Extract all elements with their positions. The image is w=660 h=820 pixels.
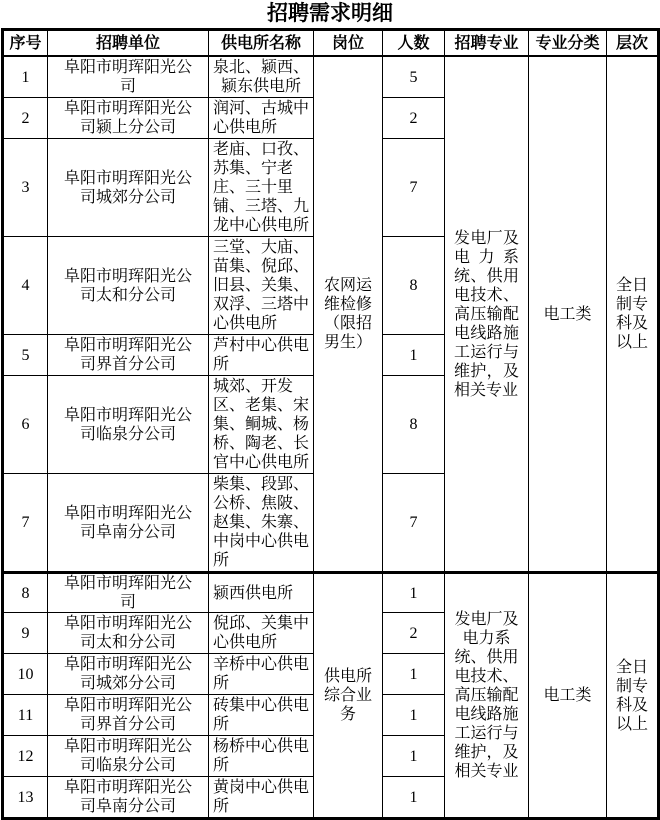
table-row: [3, 573, 659, 613]
row-number-cell: 8: [3, 573, 48, 613]
row-number-cell: 2: [3, 98, 48, 139]
headcount-cell: 7: [383, 474, 445, 573]
row-number-cell: 11: [3, 695, 48, 736]
table-row: [3, 56, 659, 98]
recruitment-major-cell: 发电厂及电力系统、供用电技术、高压输配电线路施工运行与维护，及相关专业: [445, 56, 529, 573]
headcount-cell: 1: [383, 736, 445, 777]
station-names-cell: 芦村中心供电所: [209, 335, 314, 376]
recruiting-unit-cell: 阜阳市明珲阳光公司颍上分公司: [48, 98, 209, 139]
column-header-2: 供电所名称: [209, 30, 314, 57]
recruiting-unit-cell: 阜阳市明珲阳光公司界首分公司: [48, 335, 209, 376]
recruiting-unit-cell: 阜阳市明珲阳光公司阜南分公司: [48, 474, 209, 573]
recruiting-unit-cell: 阜阳市明珲阳光公司太和分公司: [48, 237, 209, 335]
row-number-cell: 1: [3, 56, 48, 98]
position-cell: 供电所综合业务: [314, 573, 383, 819]
column-header-7: 层次: [607, 30, 659, 57]
headcount-cell: 1: [383, 777, 445, 819]
headcount-cell: 2: [383, 98, 445, 139]
major-category-cell: 电工类: [529, 56, 607, 573]
column-header-5: 招聘专业: [445, 30, 529, 57]
recruitment-major-cell: 发电厂及电力系统、供用电技术、高压输配电线路施工运行与维护，及相关专业: [445, 573, 529, 819]
recruitment-table: [1, 28, 660, 820]
headcount-cell: 5: [383, 56, 445, 98]
headcount-cell: 2: [383, 613, 445, 654]
headcount-cell: 1: [383, 695, 445, 736]
station-names-cell: 润河、古城中心供电所: [209, 98, 314, 139]
column-header-1: 招聘单位: [48, 30, 209, 57]
station-names-cell: 杨桥中心供电所: [209, 736, 314, 777]
recruiting-unit-cell: 阜阳市明珲阳光公司临泉分公司: [48, 736, 209, 777]
recruiting-unit-cell: 阜阳市明珲阳光公司阜南分公司: [48, 777, 209, 819]
column-header-3: 岗位: [314, 30, 383, 57]
recruiting-unit-cell: 阜阳市明珲阳光公司界首分公司: [48, 695, 209, 736]
table-body: [3, 56, 659, 819]
row-number-cell: 6: [3, 376, 48, 474]
station-names-cell: 柴集、段郢、公桥、焦陂、赵集、朱寨、中岗中心供电所: [209, 474, 314, 573]
column-header-4: 人数: [383, 30, 445, 57]
station-names-cell: 砖集中心供电所: [209, 695, 314, 736]
station-names-cell: 老庙、口孜、苏集、宁老庄、三十里铺、三塔、九龙中心供电所: [209, 139, 314, 237]
column-header-6: 专业分类: [529, 30, 607, 57]
row-number-cell: 9: [3, 613, 48, 654]
row-number-cell: 13: [3, 777, 48, 819]
major-category-cell: 电工类: [529, 573, 607, 819]
headcount-cell: 1: [383, 654, 445, 695]
recruiting-unit-cell: 阜阳市明珲阳光公司城郊分公司: [48, 139, 209, 237]
headcount-cell: 1: [383, 335, 445, 376]
headcount-cell: 7: [383, 139, 445, 237]
row-number-cell: 3: [3, 139, 48, 237]
row-number-cell: 10: [3, 654, 48, 695]
headcount-cell: 8: [383, 376, 445, 474]
education-level-cell: 全日制专科及以上: [607, 573, 659, 819]
row-number-cell: 7: [3, 474, 48, 573]
table-header-row: [3, 30, 659, 57]
row-number-cell: 4: [3, 237, 48, 335]
headcount-cell: 8: [383, 237, 445, 335]
recruiting-unit-cell: 阜阳市明珲阳光公司太和分公司: [48, 613, 209, 654]
headcount-cell: 1: [383, 573, 445, 613]
station-names-cell: 城郊、开发区、老集、宋集、鲖城、杨桥、陶老、长官中心供电所: [209, 376, 314, 474]
column-header-0: 序号: [3, 30, 48, 57]
recruiting-unit-cell: 阜阳市明珲阳光公司: [48, 573, 209, 613]
station-names-cell: 泉北、颍西、颍东供电所: [209, 56, 314, 98]
recruiting-unit-cell: 阜阳市明珲阳光公司临泉分公司: [48, 376, 209, 474]
station-names-cell: 辛桥中心供电所: [209, 654, 314, 695]
station-names-cell: 黄岗中心供电所: [209, 777, 314, 819]
recruiting-unit-cell: 阜阳市明珲阳光公司: [48, 56, 209, 98]
station-names-cell: 三堂、大庙、苗集、倪邱、旧县、关集、双浮、三塔中心供电所: [209, 237, 314, 335]
station-names-cell: 倪邱、关集中心供电所: [209, 613, 314, 654]
recruiting-unit-cell: 阜阳市明珲阳光公司城郊分公司: [48, 654, 209, 695]
row-number-cell: 12: [3, 736, 48, 777]
station-names-cell: 颍西供电所: [209, 573, 314, 613]
education-level-cell: 全日制专科及以上: [607, 56, 659, 573]
row-number-cell: 5: [3, 335, 48, 376]
page-title: 招聘需求明细: [267, 2, 393, 25]
position-cell: 农网运维检修（限招男生）: [314, 56, 383, 573]
